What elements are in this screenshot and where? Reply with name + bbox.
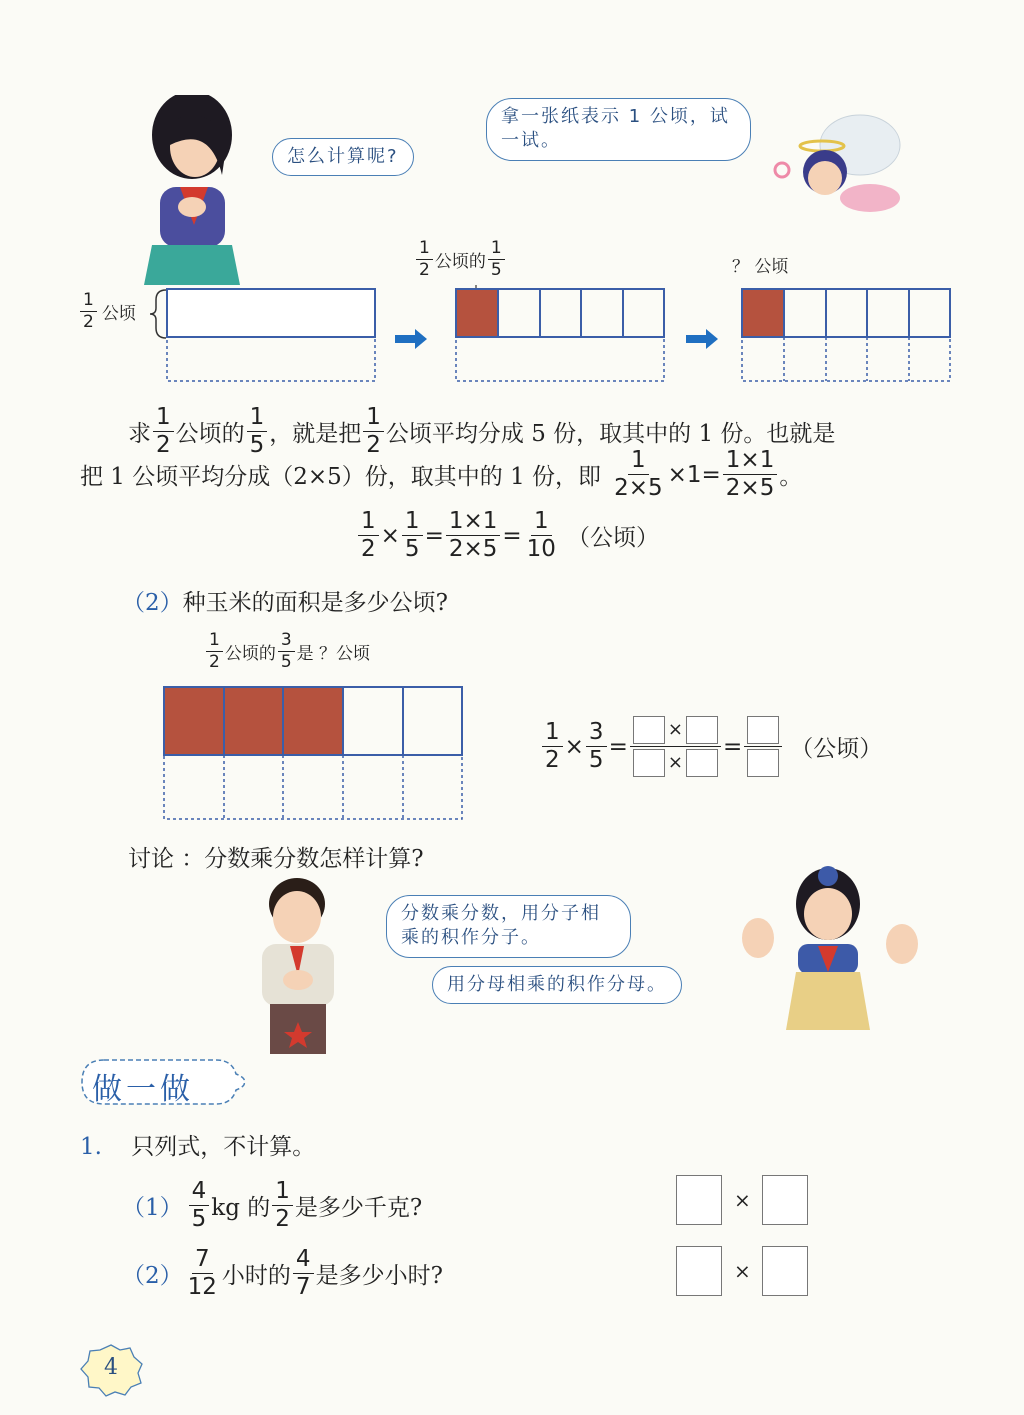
arrow-right-icon (686, 328, 720, 350)
page-number: 4 (104, 1355, 118, 1380)
zuoyizuo-title: 做一做 (92, 1072, 194, 1107)
times-sign: × (734, 1188, 751, 1212)
blank-box[interactable] (686, 749, 718, 777)
blank-box[interactable] (633, 716, 665, 744)
diagram1-rect-right (738, 285, 954, 385)
blank-result-fraction[interactable] (744, 716, 782, 777)
equation-2: $\frac{1}{2}$ × $\frac{3}{5}$ = $\frac{\times}{\times}$ = （公顷） (540, 716, 882, 777)
speech-bubble-boy: 分数乘分数，用分子相乘的积作分子。 (386, 895, 631, 958)
speech-bubble-angel: 拿一张纸表示 1 公顷，试一试。 (486, 98, 751, 161)
answer-box[interactable] (762, 1175, 808, 1225)
girl-illustration-top (130, 95, 250, 285)
answer-box[interactable] (762, 1246, 808, 1296)
diagram2-label: $\frac{1}{2}$ 公顷的 $\frac{3}{5}$ 是 ？公顷 (204, 632, 370, 671)
diagram1-left-label: $\frac{1}{2}$ 公顷 (78, 292, 136, 331)
girl-illustration-bottom (736, 864, 926, 1034)
discussion-text: 讨论 ：分数乘分数怎样计算? (128, 846, 424, 872)
blank-box[interactable] (686, 716, 718, 744)
blank-box[interactable] (747, 749, 779, 777)
times-sign: × (734, 1259, 751, 1283)
speech-bubble-girl-top: 怎么计算呢? (272, 138, 414, 176)
diagram1-right-label: ？ 公顷 (732, 257, 789, 277)
angel-illustration (770, 110, 920, 230)
exercise-title: 1. 只列式，不计算。 (80, 1134, 316, 1160)
answer-box[interactable] (676, 1246, 722, 1296)
question-2: （2）种玉米的面积是多少公顷? (122, 590, 448, 616)
paragraph-line-2: 把 1 公顷平均分成（2×5）份，取其中的 1 份，即 $\frac{1}{2\times 5}$ ×1= $\frac{1\times 1}{2\times 5}$ 。 (80, 447, 803, 501)
equation-1: $\frac{1}{2}$ × $\frac{1}{5}$ = $\frac{1\times 1}{2\times 5}$ = $\frac{1}{10}$ （公顷） (356, 510, 659, 561)
answer-box[interactable] (676, 1175, 722, 1225)
paragraph-line-1: 求 $\frac{1}{2}$ 公顷的 $\frac{1}{5}$ ，就是把 $\frac{1}{2}$ 公顷平均分成 5 份，取其中的 1 份。也就是 (128, 404, 836, 458)
speech-bubble-girl-bottom: 用分母相乘的积作分母。 (432, 966, 682, 1004)
diagram1-mid-label: $\frac{1}{2}$ 公顷的 $\frac{1}{5}$ (414, 240, 507, 279)
arrow-right-icon (395, 328, 429, 350)
diagram2-rect (160, 683, 468, 823)
diagram1-rect-mid (452, 285, 668, 385)
boy-illustration (242, 872, 352, 1062)
diagram1-rect-left (160, 285, 380, 385)
blank-product-fraction[interactable]: $\frac{\times}{\times}$ (630, 716, 721, 777)
blank-box[interactable] (747, 716, 779, 744)
exercise-question-2: （2） $\frac{7}{12}$ 小时的 $\frac{4}{7}$ 是多少小时? (122, 1246, 443, 1300)
blank-box[interactable] (633, 749, 665, 777)
exercise-question-1: （1） $\frac{4}{5}$ kg 的 $\frac{1}{2}$ 是多少千克? (122, 1178, 423, 1232)
